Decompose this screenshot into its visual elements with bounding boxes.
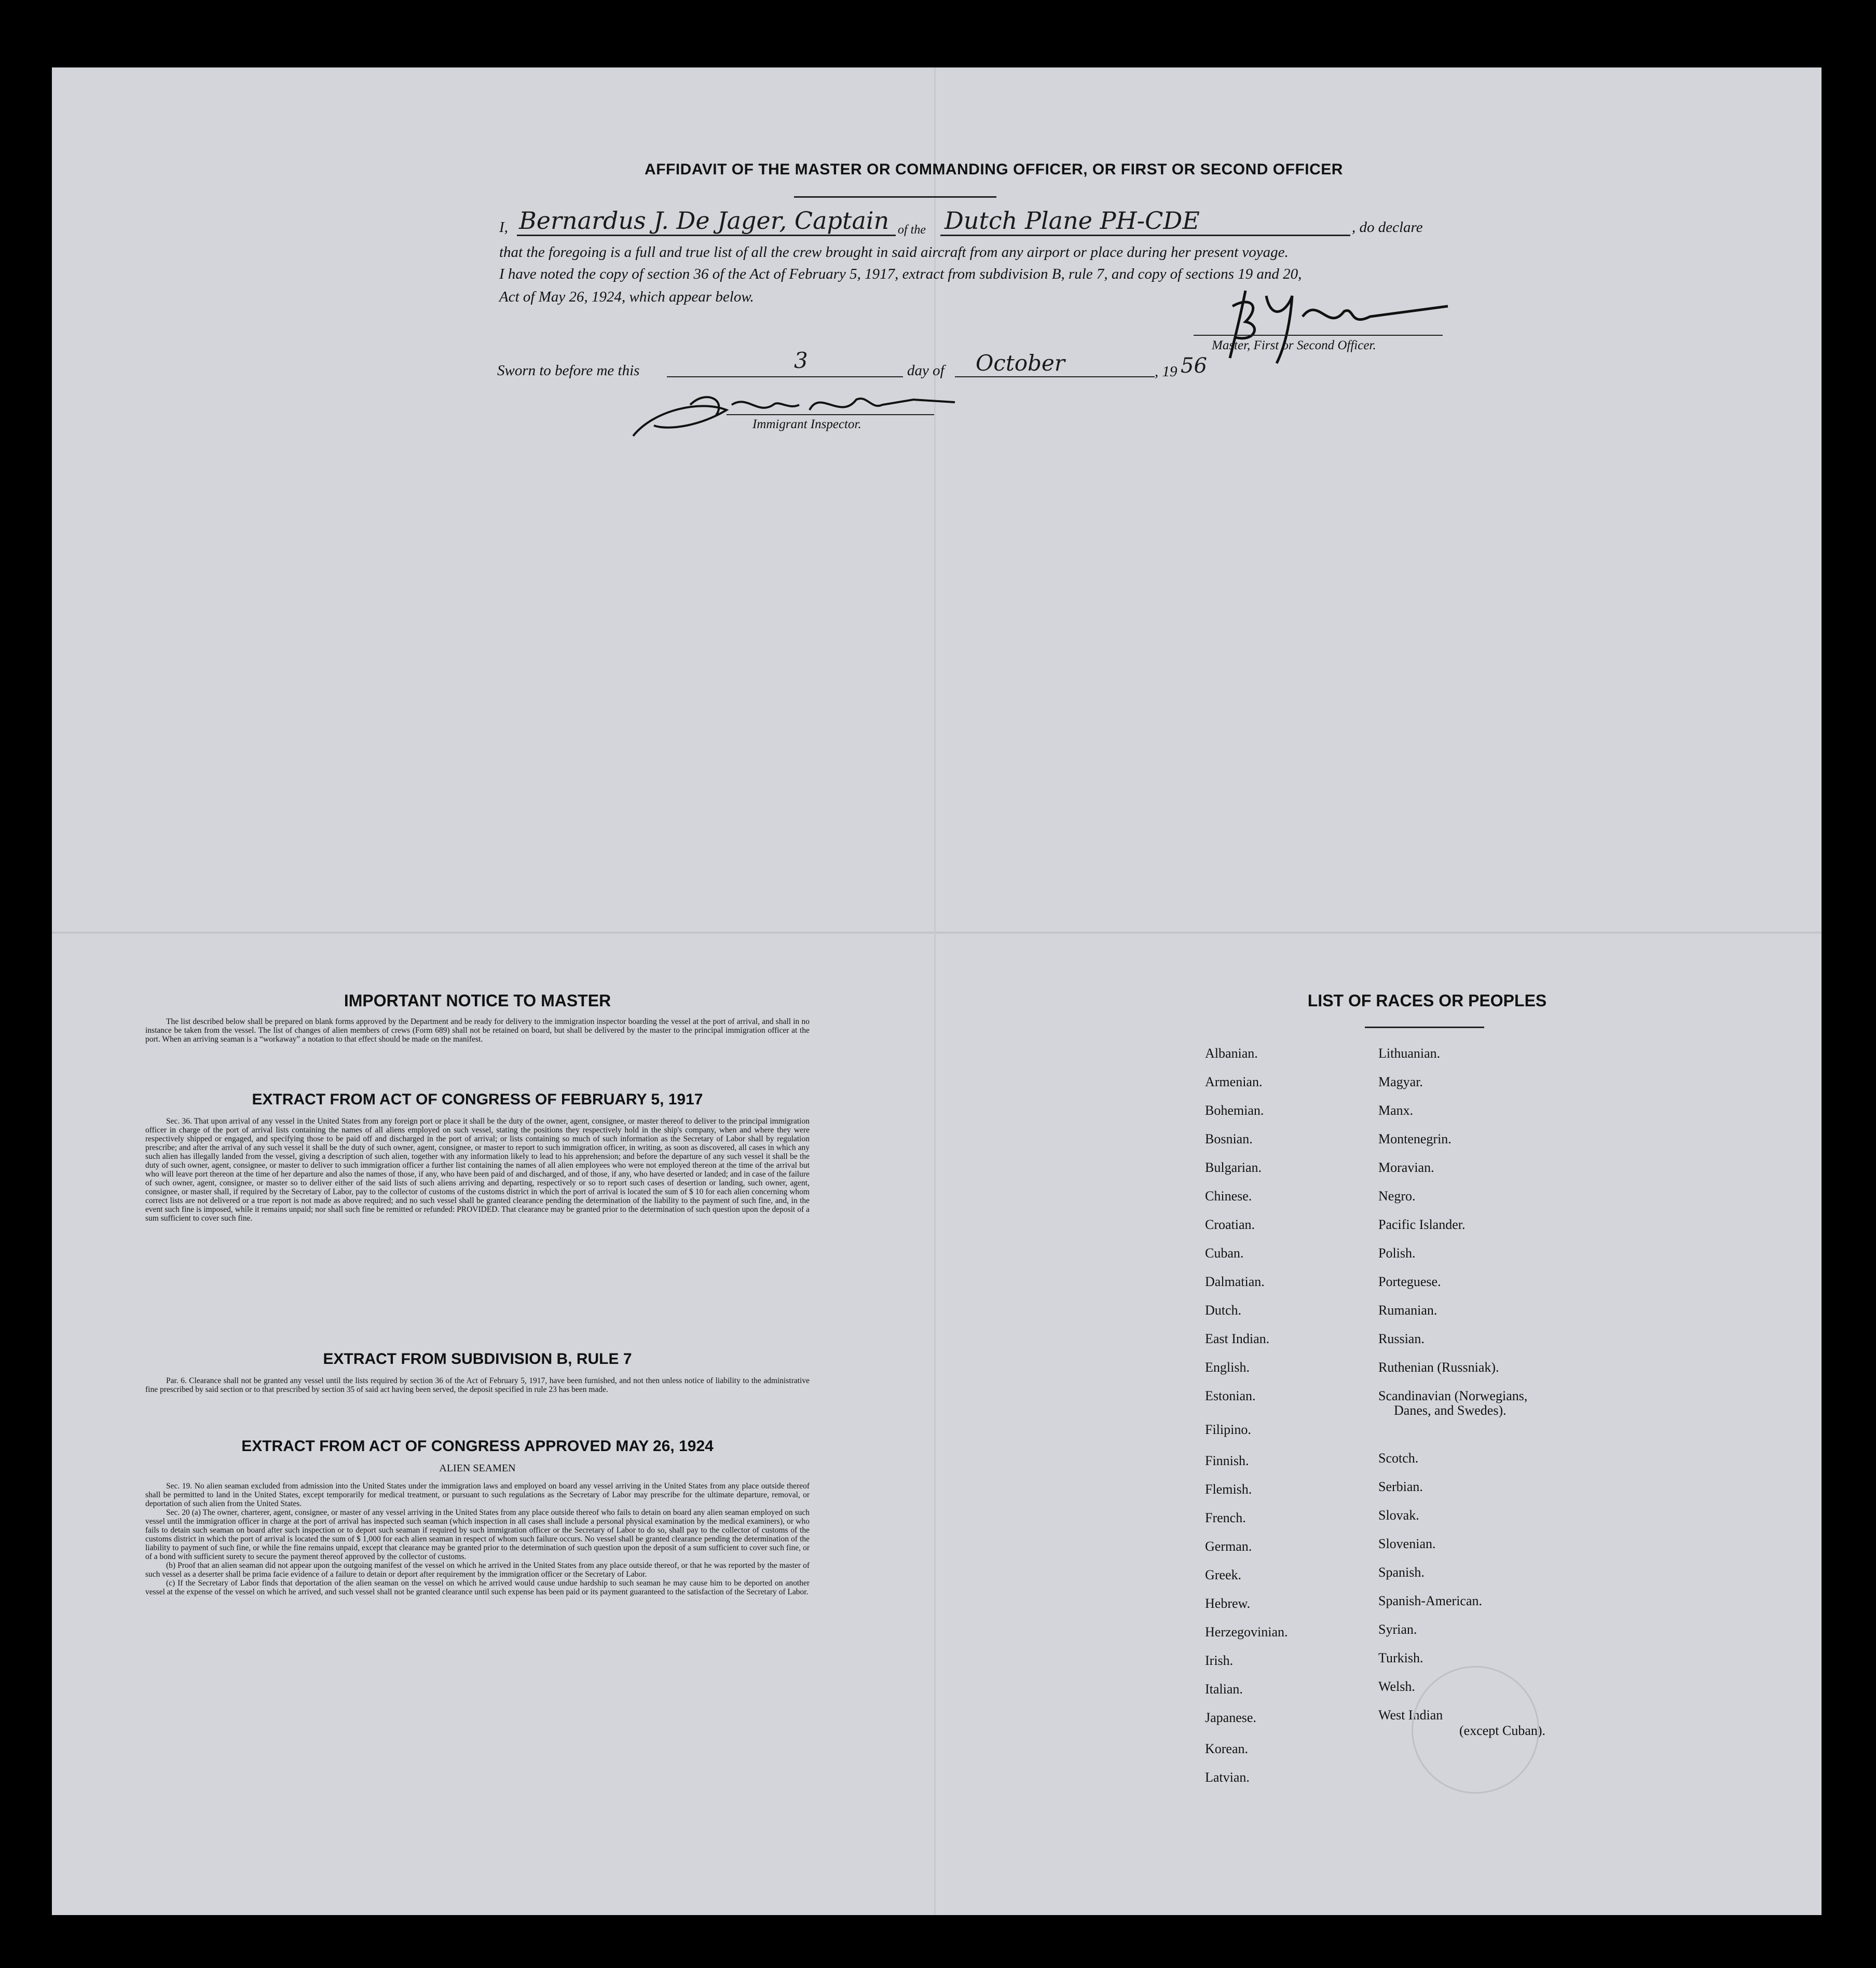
extract-1924-title: EXTRACT FROM ACT OF CONGRESS APPROVED MAY 26, 1924 xyxy=(241,1438,714,1455)
alien-seamen-subtitle: ALIEN SEAMEN xyxy=(439,1463,516,1474)
race-item: Negro. xyxy=(1378,1188,1416,1204)
race-item: Scotch. xyxy=(1378,1451,1419,1466)
race-item: Dalmatian. xyxy=(1205,1274,1265,1289)
race-item: Croatian. xyxy=(1205,1217,1255,1232)
race-item: Filipino. xyxy=(1205,1422,1251,1437)
race-item: Porteguese. xyxy=(1378,1274,1441,1289)
official-stamp xyxy=(1412,1666,1539,1794)
race-item: Latvian. xyxy=(1205,1770,1250,1785)
document-page xyxy=(52,67,1822,1915)
rule-7-block xyxy=(145,1376,810,1394)
race-item: Ruthenian (Russniak). xyxy=(1378,1360,1499,1375)
race-item: Spanish-American. xyxy=(1378,1593,1483,1608)
extract-1924-block xyxy=(145,1482,810,1596)
race-item: Bosnian. xyxy=(1205,1131,1253,1146)
race-item: Korean. xyxy=(1205,1741,1249,1756)
vertical-fold-line xyxy=(934,67,936,1915)
race-item: Magyar. xyxy=(1378,1074,1423,1089)
race-item: Chinese. xyxy=(1205,1188,1252,1204)
race-item: Cuban. xyxy=(1205,1246,1244,1261)
year-handwriting: 56 xyxy=(1181,354,1207,378)
race-item: Albanian. xyxy=(1205,1046,1258,1061)
race-item: Montenegrin. xyxy=(1378,1131,1451,1146)
races-title-underline xyxy=(1365,1027,1484,1028)
rule-7-title: EXTRACT FROM SUBDIVISION B, RULE 7 xyxy=(323,1350,632,1368)
day-underline xyxy=(667,376,903,377)
race-item: Italian. xyxy=(1205,1682,1243,1697)
race-item: Turkish. xyxy=(1378,1650,1423,1665)
race-item: Spanish. xyxy=(1378,1565,1425,1580)
affidavit-prefix: I, xyxy=(499,219,508,236)
sworn-label: Sworn to before me this xyxy=(497,362,640,379)
race-item: Slovak. xyxy=(1378,1508,1419,1523)
race-item: Moravian. xyxy=(1378,1160,1434,1175)
sworn-day-handwriting: 3 xyxy=(794,348,808,373)
title-underline xyxy=(794,196,996,198)
race-item: West Indian xyxy=(1378,1707,1443,1723)
race-item: Scandinavian (Norwegians, xyxy=(1378,1388,1528,1403)
race-item: Russian. xyxy=(1378,1331,1425,1346)
race-item: German. xyxy=(1205,1539,1252,1554)
inspector-caption: Immigrant Inspector. xyxy=(752,417,861,431)
race-item: Serbian. xyxy=(1378,1479,1423,1494)
notice-body-block xyxy=(145,1017,810,1044)
race-item: Japanese. xyxy=(1205,1710,1256,1725)
year-prefix: , 19 xyxy=(1155,363,1177,380)
race-item: Dutch. xyxy=(1205,1303,1242,1318)
extract-1917-block xyxy=(145,1117,810,1223)
affidavit-title: AFFIDAVIT OF THE MASTER OR COMMANDING OFFICER, OR FIRST OR SECOND OFFICER xyxy=(645,161,1343,178)
declare-label: , do declare xyxy=(1352,219,1423,236)
race-item: Syrian. xyxy=(1378,1622,1417,1637)
day-of-label: day of xyxy=(907,362,944,379)
race-item: French. xyxy=(1205,1510,1246,1525)
aircraft-handwriting: Dutch Plane PH-CDE xyxy=(944,207,1200,235)
race-item: Greek. xyxy=(1205,1567,1242,1582)
month-underline xyxy=(955,376,1155,377)
affidavit-line-4: Act of May 26, 1924, which appear below. xyxy=(499,289,754,305)
race-item: Pacific Islander. xyxy=(1378,1217,1466,1232)
race-item: Armenian. xyxy=(1205,1074,1263,1089)
races-title: LIST OF RACES OR PEOPLES xyxy=(1307,991,1547,1010)
fold-line xyxy=(52,932,1822,934)
race-item: Finnish. xyxy=(1205,1453,1249,1468)
race-item: (except Cuban). xyxy=(1459,1723,1546,1738)
race-item: Irish. xyxy=(1205,1653,1234,1668)
inspector-signature xyxy=(623,379,976,446)
race-item: Rumanian. xyxy=(1378,1303,1437,1318)
name-underline xyxy=(517,235,896,236)
rule-7-body: Par. 6. Clearance shall not be granted any vessel until the lists required by section 36 of the Act of February 5, 1917, have been furnished, and not then unless notice of liability to the administrative fine prescribed by said section or to that prescribed by section 35 of said act having been served, the deposit specified in rule 23 has been made. xyxy=(145,1376,810,1394)
aircraft-underline xyxy=(940,235,1350,236)
extract-1917-title: EXTRACT FROM ACT OF CONGRESS OF FEBRUARY 5, 1917 xyxy=(252,1091,703,1108)
race-item: Herzegovinian. xyxy=(1205,1624,1288,1639)
race-item: Bulgarian. xyxy=(1205,1160,1262,1175)
race-item: Manx. xyxy=(1378,1103,1414,1118)
race-item: Hebrew. xyxy=(1205,1596,1251,1611)
sec-20c-paragraph: (c) If the Secretary of Labor finds that deportation of the alien seaman on the vessel on which he arrived would cause undue hardship to such seaman he may cause him to be deported on another vessel at the expense of the vessel on which he arrived, and such vessel shall not be granted clearance until such expense has been paid or its payment guaranteed to the satisfaction of the Secretary of Labor. xyxy=(145,1579,810,1596)
race-item: English. xyxy=(1205,1360,1250,1375)
race-item: Lithuanian. xyxy=(1378,1046,1441,1061)
race-item: Danes, and Swedes). xyxy=(1394,1403,1507,1418)
sec-20b-paragraph: (b) Proof that an alien seaman did not appear upon the outgoing manifest of the vessel on which he arrived in the United States from any place outside thereof, or that he was reported by the master of such vessel as a deserter shall be prima facie evidence of a failure to detain or deport after requirement by the immigration officer or the Secretary of Labor. xyxy=(145,1561,810,1579)
race-item: East Indian. xyxy=(1205,1331,1270,1346)
master-signature xyxy=(1183,275,1453,379)
sec-19-paragraph: Sec. 19. No alien seaman excluded from admission into the United States under the immigration laws and employed on board any vessel arriving in the United States from any place outside thereof shall be permitted to land in the United States, except temporarily for medical treatment, or pursuant to such regulations as the Secretary of Labor may prescribe for the ultimate departure, removal, or deportation of such alien from the United States. xyxy=(145,1482,810,1508)
race-item: Polish. xyxy=(1378,1246,1416,1261)
of-the-label: of the xyxy=(898,223,926,237)
inspector-signature-line xyxy=(727,414,934,415)
sec-20a-paragraph: Sec. 20 (a) The owner, charterer, agent, consignee, or master of any vessel arriving in the United States from any place outside thereof who fails to detain on board any alien seaman employed on such vessel until the immigration officer in charge at the port of arrival has inspected such seaman (which inspection in all cases shall include a personal physical examination by the medical examiners), or who fails to detain such seaman on board after such inspection or to deport such seaman if required by such immigration officer or the Secretary of Labor to do so, shall pay to the collector of customs of the customs district in which the port of arrival is located the sum of $ 1,000 for each alien seaman in respect of whom such failure occurs. No vessel shall be granted clearance pending the determination of the liability to payment of such fine, or while the fine remains unpaid, except that clearance may be granted prior to the determination of such question upon the deposit of a sum sufficient to cover such fine, or of a bond with sufficient surety to secure the payment thereof approved by the collector of customs. xyxy=(145,1508,810,1561)
notice-body: The list described below shall be prepared on blank forms approved by the Department and be ready for delivery to the immigration inspector boarding the vessel at the port of arrival, and shall in no instance be taken from the vessel. The list of changes of alien members of crews (Form 689) shall not be retained on board, but shall be delivered by the master to the principal immigration officer at the port. When an arriving seaman is a “workaway” a notation to that effect should be made on the manifest. xyxy=(145,1017,810,1044)
race-item: Welsh. xyxy=(1378,1679,1415,1694)
race-item: Bohemian. xyxy=(1205,1103,1264,1118)
race-item: Estonian. xyxy=(1205,1388,1256,1403)
extract-1917-body: Sec. 36. That upon arrival of any vessel in the United States from any foreign port or place it shall be the duty of the owner, agent, consignee, or master thereof to deliver to the principal immigration officer in charge of the port of arrival lists containing the names of all aliens employed on such vessel, stating the positions they respectively hold in the ship's company, when and where they were respectively shipped or engaged, and specifying those to be paid off and discharged in the port of arrival; or lists containing so much of such information as the Secretary of Labor shall by regulation prescribe; and after the arrival of any such vessel it shall be the duty of such owner, agent, consignee, or master to report to such immigration officer, in writing, as soon as discovered, all cases in which any such alien has illegally landed from the vessel, giving a description of such alien, together with any information likely to lead to his apprehension; and before the departure of any such vessel it shall be the duty of such owner, agent, consignee, or master to deliver to such immigration officer a further list containing the names of all alien employees who were not employed thereon at the time of the arrival but who will leave port thereon at the time of her departure and also the names of those, if any, who have been paid of and discharged, and of those, if any, who have deserted or landed; and in case of the failure of such owner, agent, consignee, or master so to deliver either of the said lists of such aliens arriving and departing, respectively or so to report such cases of desertion or landing, such owner, agent, consignee, or master shall, if required by the Secretary of Labor, pay to the collector of customs of the customs district in which the port of arrival is located the sum of $ 10 for each alien concerning whom correct lists are not delivered or a true report is not made as above required; and no such vessel shall be granted clearance pending the determination of the liability to the payment of such fine, and, in the event such fine is imposed, while it remains unpaid; nor shall such fine be remitted or refunded: PROVIDED. That clearance may be granted prior to the determination of such question upon the deposit of a sum sufficient to cover such fine. xyxy=(145,1117,810,1223)
master-name-handwriting: Bernardus J. De Jager, Captain xyxy=(519,207,889,235)
affidavit-line-2: that the foregoing is a full and true list of all the crew brought in said aircraft from any airport or place during her present voyage. xyxy=(499,244,1289,261)
affidavit-line-3: I have noted the copy of section 36 of the Act of February 5, 1917, extract from subdivision B, rule 7, and copy of sections 19 and 20, xyxy=(499,266,1302,282)
race-item: Slovenian. xyxy=(1378,1536,1436,1551)
master-signature-line xyxy=(1194,335,1443,336)
race-item: Flemish. xyxy=(1205,1482,1252,1497)
notice-title: IMPORTANT NOTICE TO MASTER xyxy=(344,991,611,1010)
sworn-month-handwriting: October xyxy=(976,350,1065,376)
master-caption: Master, First or Second Officer. xyxy=(1212,338,1376,352)
